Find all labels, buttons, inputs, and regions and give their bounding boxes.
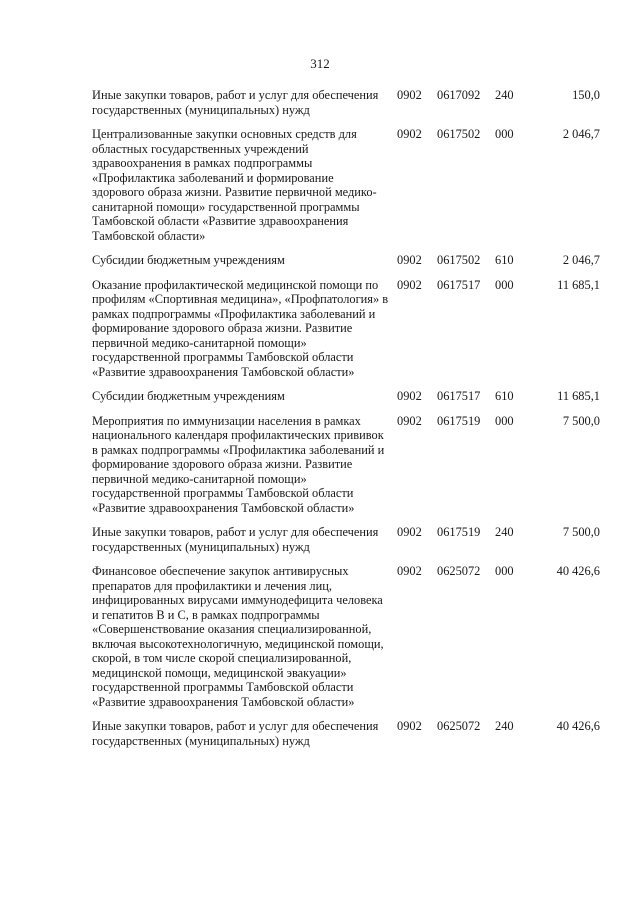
row-expense: 240 [495, 525, 514, 539]
row-name: Субсидии бюджетным учреждениям [92, 253, 285, 267]
row-section: 0902 [397, 413, 422, 428]
row-name: Мероприятия по иммунизации населения в рамках национального календаря профилактических прививок в рамках подпрограммы «Профилактика заболеваний и формирование здорового образа жизни. Развитие первичной медико-санитарной помощи» государственной программы Тамбовской области «Развитие здравоохранения Тамбовской области» [92, 413, 385, 515]
row-target: 0617502 [437, 253, 481, 267]
row-section: 0902 [397, 525, 422, 539]
table-row [92, 389, 600, 414]
row-amount: 11 685,1 [557, 277, 600, 292]
row-target: 0617519 [437, 413, 481, 428]
row-expense: 610 [495, 253, 514, 267]
row-name: Централизованные закупки основных средств для областных государственных учреждений здравоохранения в рамках подпрограммы «Профилактика заболеваний и формирование здорового образа жизни. Развитие первичной медико-санитарной помощи» государственной программы Тамбовской области «Развитие здравоохранения Тамбовской области» [92, 127, 377, 243]
table-row [92, 719, 600, 758]
row-section: 0902 [397, 719, 422, 733]
row-target: 0617517 [437, 277, 481, 292]
row-amount: 40 426,6 [556, 564, 600, 578]
row-expense: 240 [495, 88, 514, 102]
row-target: 0625072 [437, 564, 481, 578]
row-section: 0902 [397, 127, 422, 141]
row-target: 0617519 [437, 525, 481, 539]
table-row [92, 88, 600, 127]
row-expense: 000 [495, 127, 514, 141]
budget-table [92, 88, 600, 758]
row-amount: 40 426,6 [556, 719, 600, 733]
table-row [92, 525, 600, 564]
row-target: 0617092 [437, 88, 481, 102]
row-expense: 000 [495, 413, 514, 428]
table-row [92, 278, 600, 390]
row-name: Оказание профилактической медицинской помощи по профилям «Спортивная медицина», «Профпатология» в рамках подпрограммы «Профилактика заболеваний и формирование здорового образа жизни. Развитие первичной медико-санитарной помощи» государственной программы Тамбовской области «Развитие здравоохранения Тамбовской области» [92, 277, 389, 379]
row-expense: 000 [495, 277, 514, 292]
row-amount: 7 500,0 [562, 413, 600, 428]
row-section: 0902 [397, 389, 422, 403]
row-name: Иные закупки товаров, работ и услуг для обеспечения государственных (муниципальных) нужд [92, 88, 379, 117]
row-expense: 610 [495, 389, 514, 403]
row-amount: 150,0 [572, 88, 600, 102]
row-section: 0902 [397, 564, 422, 578]
row-section: 0902 [397, 253, 422, 267]
row-target: 0625072 [437, 719, 481, 733]
row-expense: 000 [495, 564, 514, 578]
row-amount: 2 046,7 [562, 127, 600, 141]
row-section: 0902 [397, 88, 422, 102]
row-amount: 11 685,1 [557, 389, 600, 403]
row-target: 0617517 [437, 389, 481, 403]
table-row [92, 253, 600, 278]
page-number: 312 [310, 56, 330, 71]
table-row [92, 127, 600, 253]
table-row [92, 564, 600, 719]
row-section: 0902 [397, 277, 422, 292]
row-amount: 2 046,7 [562, 253, 600, 267]
row-target: 0617502 [437, 127, 481, 141]
row-expense: 240 [495, 719, 514, 733]
row-name: Иные закупки товаров, работ и услуг для обеспечения государственных (муниципальных) нужд [92, 525, 379, 554]
row-amount: 7 500,0 [562, 525, 600, 539]
row-name: Иные закупки товаров, работ и услуг для обеспечения государственных (муниципальных) нужд [92, 719, 379, 748]
row-name: Субсидии бюджетным учреждениям [92, 389, 285, 403]
row-name: Финансовое обеспечение закупок антивирусных препаратов для профилактики и лечения лиц, инфицированных вирусами иммунодефицита человека и гепатитов В и С, в рамках подпрограммы «Совершенствование оказания специализированной, включая высокотехнологичную, медицинской помощи, скорой, в том числе скорой специализированной, медицинской помощи, медицинской эвакуации» государственной программы Тамбовской области «Развитие здравоохранения Тамбовской области» [92, 564, 384, 709]
table-row [92, 414, 600, 526]
